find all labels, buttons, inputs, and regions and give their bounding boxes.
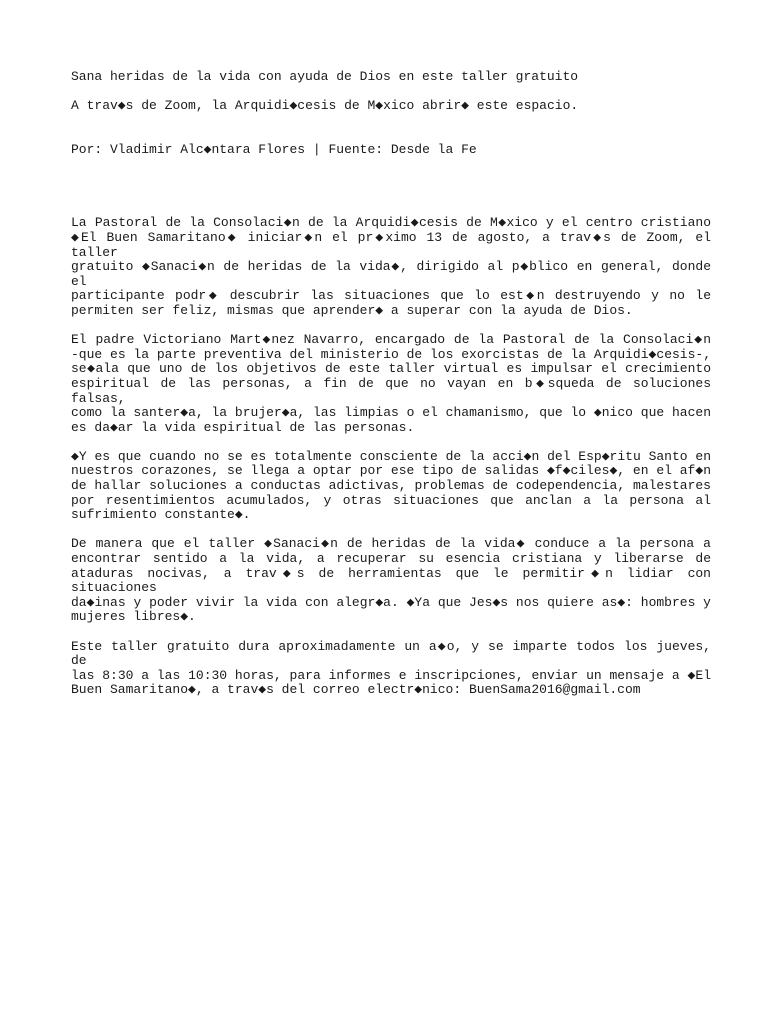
article-body [71,216,711,698]
paragraph-line: participante podr◆ descubrir las situaciones que lo est◆n destruyendo y no le [71,288,711,304]
paragraph-line: -que es la parte preventiva del ministerio de los exorcistas de la Arquidi◆cesis-, [71,346,711,362]
paragraph-line: El padre Victoriano Mart◆nez Navarro, encargado de la Pastoral de la Consolaci◆n [71,332,711,348]
paragraph-line: como la santer◆a, la brujer◆a, las limpias o el chamanismo, que lo ◆nico que hacen [71,405,711,421]
paragraph-2 [71,333,711,435]
paragraph-line: nuestros corazones, se llega a optar por ese tipo de salidas ◆f◆ciles◆, en el af◆n [71,463,711,479]
paragraph-3 [71,450,711,523]
article-title: Sana heridas de la vida con ayuda de Dios en este taller gratuito [71,69,579,84]
document-page [71,70,711,713]
article-byline: Por: Vladimir Alc◆ntara Flores | Fuente: Desde la Fe [71,141,477,157]
paragraph-line: mujeres libres◆. [71,609,196,625]
paragraph-line: La Pastoral de la Consolaci◆n de la Arquidi◆cesis de M◆xico y el centro cristiano [71,215,711,231]
paragraph-line: es da◆ar la vida espiritual de las personas. [71,419,415,435]
paragraph-line: ◆El Buen Samaritano◆ iniciar◆n el pr◆ximo 13 de agosto, a trav◆s de Zoom, el taller [71,229,711,260]
paragraph-line: espiritual de las personas, a fin de que no vayan en b◆squeda de soluciones falsas, [71,375,711,406]
paragraph-5 [71,640,711,698]
paragraph-line: Este taller gratuito dura aproximadamente un a◆o, y se imparte todos los jueves, de [71,638,711,669]
paragraph-line: da◆inas y poder vivir la vida con alegr◆a. ◆Ya que Jes◆s nos quiere as◆: hombres y [71,594,711,610]
paragraph-line: De manera que el taller ◆Sanaci◆n de heridas de la vida◆ conduce a la persona a [71,536,711,552]
paragraph-line: Buen Samaritano◆, a trav◆s del correo electr◆nico: BuenSama2016@gmail.com [71,682,641,698]
paragraph-line: ◆Y es que cuando no se es totalmente consciente de la acci◆n del Esp◆ritu Santo en [71,448,711,464]
paragraph-4 [71,537,711,625]
paragraph-line: ataduras nocivas, a trav◆s de herramientas que le permitir◆n lidiar con situaciones [71,565,711,596]
article-subtitle: A trav◆s de Zoom, la Arquidi◆cesis de M◆xico abrir◆ este espacio. [71,98,579,114]
paragraph-1 [71,216,711,318]
paragraph-line: de hallar soluciones a conductas adictivas, problemas de codependencia, malestares [71,478,711,494]
paragraph-line: por resentimientos acumulados, y otras situaciones que anclan a la persona al [71,492,711,508]
paragraph-line: sufrimiento constante◆. [71,507,251,523]
paragraph-line: gratuito ◆Sanaci◆n de heridas de la vida◆, dirigido al p◆blico en general, donde el [71,259,711,289]
paragraph-line: encontrar sentido a la vida, a recuperar su esencia cristiana y liberarse de [71,551,711,567]
paragraph-line: las 8:30 a las 10:30 horas, para informes e inscripciones, enviar un mensaje a ◆El [71,667,711,683]
paragraph-line: permiten ser feliz, mismas que aprender◆ a superar con la ayuda de Dios. [71,302,633,318]
paragraph-line: se◆ala que uno de los objetivos de este taller virtual es impulsar el crecimiento [71,361,711,377]
